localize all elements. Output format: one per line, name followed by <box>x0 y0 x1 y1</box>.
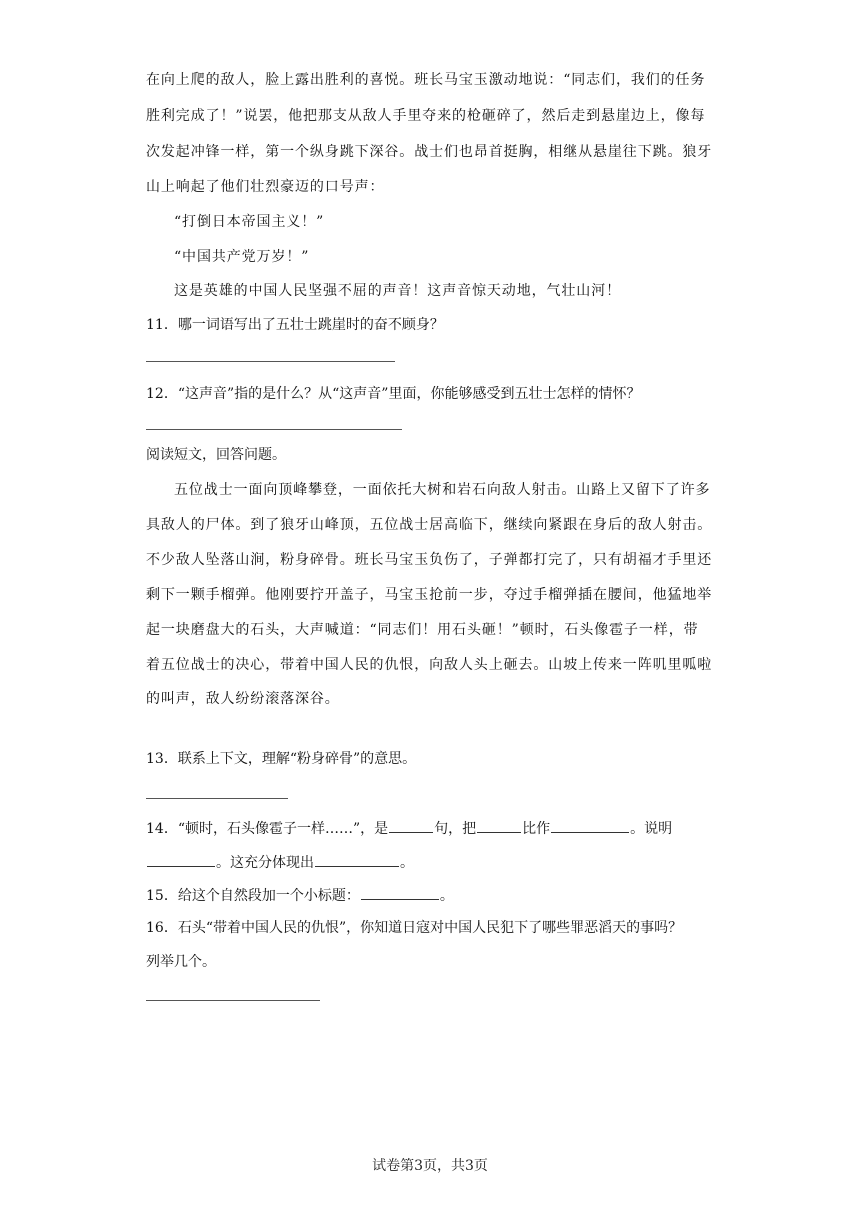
question-13: 13．联系上下文，理解“粉身碎骨”的意思。 <box>146 751 417 767</box>
q14-blank-explanation[interactable] <box>147 852 215 867</box>
answer-line-13[interactable] <box>146 798 288 799</box>
q14-blank-subject[interactable] <box>477 818 521 833</box>
passage2-line-5: 起一块磨盘大的石头，大声喊道：“同志们！用石头砸！”顿时，石头像雹子一样，带 <box>146 622 699 638</box>
q14-text-3: 比作 <box>522 821 551 837</box>
question-14-line-2 <box>146 852 414 872</box>
passage1-line-2: 胜利完成了！”说罢，他把那支从敌人手里夺来的枪砸碎了，然后走到悬崖边上，像每 <box>146 108 706 124</box>
q14-text-1: 14．“顿时，石头像雹子一样……”，是 <box>146 821 389 837</box>
q14-text-5: 。这充分体现出 <box>216 855 314 871</box>
passage1-line-1: 在向上爬的敌人，脸上露出胜利的喜悦。班长马宝玉激动地说：“同志们，我们的任务 <box>146 72 706 88</box>
question-16-line-2: 列举几个。 <box>146 954 216 970</box>
passage2-line-7: 的叫声，敌人纷纷滚落深谷。 <box>146 691 340 707</box>
answer-line-12[interactable] <box>146 429 402 430</box>
passage2-line-3: 不少敌人坠落山涧，粉身碎骨。班长马宝玉负伤了，子弹都打完了，只有胡福才手里还 <box>146 552 713 568</box>
answer-line-11[interactable] <box>146 361 395 362</box>
question-12: 12．“这声音”指的是什么？从“这声音”里面，你能够感受到五壮士怎样的情怀？ <box>146 386 641 402</box>
q15-text-2: 。 <box>439 888 454 904</box>
question-14-line-1 <box>146 818 672 838</box>
slogan-1: “打倒日本帝国主义！” <box>174 214 325 230</box>
page-footer: 试卷第3页，共3页 <box>372 1158 488 1174</box>
q14-blank-compared-to[interactable] <box>551 818 629 833</box>
question-16-line-1: 16．石头“带着中国人民的仇恨”，你知道日寇对中国人民犯下了哪些罪恶滔天的事吗？ <box>146 920 683 936</box>
q14-text-6: 。 <box>400 855 414 871</box>
reading-instruction: 阅读短文，回答问题。 <box>146 447 286 463</box>
passage2-line-1: 五位战士一面向顶峰攀登，一面依托大树和岩石向敌人射击。山路上又留下了许多 <box>174 482 711 498</box>
passage1-line-3: 次发起冲锋一样，第一个纵身跳下深谷。战士们也昂首挺胸，相继从悬崖往下跳。狼牙 <box>146 144 713 160</box>
passage2-line-6: 着五位战士的决心，带着中国人民的仇恨，向敌人头上砸去。山坡上传来一阵叽里呱啦 <box>146 657 713 673</box>
passage2-line-2: 具敌人的尸体。到了狼牙山峰顶，五位战士居高临下，继续向紧跟在身后的敌人射击。 <box>146 517 713 533</box>
passage1-closing: 这是英雄的中国人民坚强不屈的声音！这声音惊天动地，气壮山河！ <box>174 283 621 299</box>
q14-text-4: 。说明 <box>630 821 673 837</box>
slogan-2: “中国共产党万岁！” <box>174 249 310 265</box>
question-11: 11．哪一词语写出了五壮士跳崖时的奋不顾身？ <box>146 317 444 333</box>
passage1-line-4: 山上响起了他们壮烈豪迈的口号声： <box>146 179 385 195</box>
q14-text-2: 句，把 <box>434 821 477 837</box>
q14-blank-reflects[interactable] <box>315 852 399 867</box>
q15-blank-subtitle[interactable] <box>361 885 439 900</box>
q15-text-1: 15．给这个自然段加一个小标题： <box>146 888 360 904</box>
q14-blank-sentence-type[interactable] <box>389 818 433 833</box>
passage2-line-4: 剩下一颗手榴弹。他刚要拧开盖子，马宝玉抢前一步，夺过手榴弹插在腰间，他猛地举 <box>146 587 713 603</box>
question-15 <box>146 885 454 905</box>
answer-line-16[interactable] <box>146 1000 320 1001</box>
